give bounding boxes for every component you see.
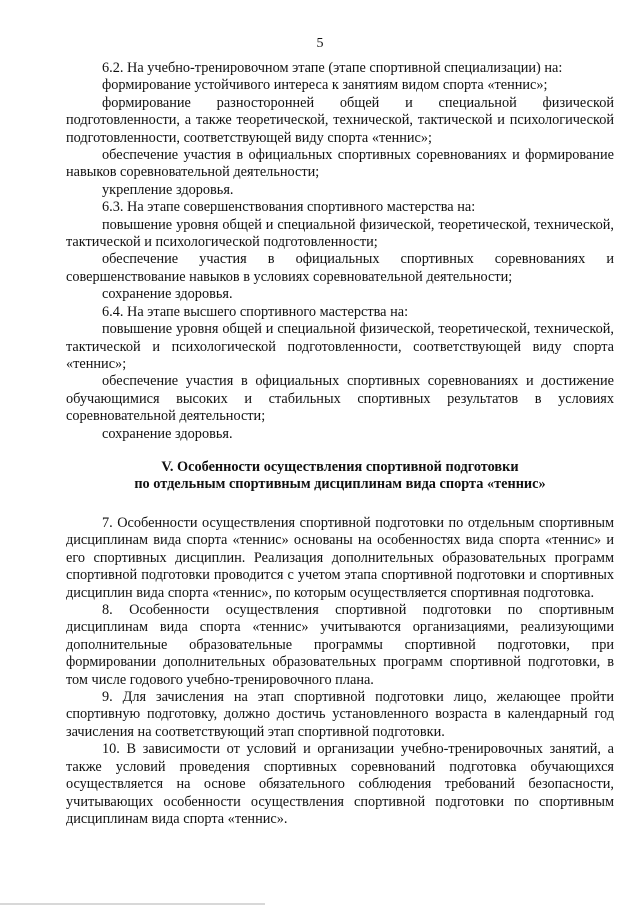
paragraph-9: 9. Для зачисления на этап спортивной подготовки лицо, желающее пройти спортивную подготовку, должно достичь установленного возраста в календарный год зачисления на соответствующий этап спортивной подготовки. [66, 689, 614, 740]
paragraph: формирование устойчивого интереса к занятиям видом спорта «теннис»; [102, 77, 548, 94]
paragraph-6-3: 6.3. На этапе совершенствования спортивного мастерства на: [102, 199, 476, 216]
paragraph: формирование разносторонней общей и специальной физической подготовленности, а также теоретической, технической, тактической и психологической подготовленности, соответствующей виду спорта «теннис»; [66, 94, 614, 146]
paragraph-6-2: 6.2. На учебно-тренировочном этапе (этапе спортивной специализации) на: [102, 60, 563, 76]
paragraph: укрепление здоровья. [102, 181, 234, 198]
paragraph: повышение уровня общей и специальной физической, теоретической, технической, тактической и психологической подготовленности; [66, 216, 614, 251]
paragraph-8: 8. Особенности осуществления спортивной подготовки по спортивным дисциплинам вида спорта «теннис» учитываются организациями, реализующими дополнительные образовательные программы спортивной подготовки, при формировании дополнительных образовательных программ спортивной подготовки, в том числе годового учебно-тренировочного плана. [66, 602, 614, 688]
paragraph: обеспечение участия в официальных спортивных соревнованиях и достижение обучающимися высоких и стабильных спортивных результатов в условиях соревновательной деятельности; [66, 373, 614, 425]
heading-line-1: V. Особенности осуществления спортивной подготовки [161, 459, 519, 475]
paragraph: сохранение здоровья. [102, 286, 233, 303]
paragraph: обеспечение участия в официальных спортивных соревнованиях и формирование навыков соревновательной деятельности; [66, 147, 614, 181]
section-6-continued [66, 60, 614, 443]
page-number: 5 [316, 36, 324, 51]
heading-line-2: по отдельным спортивным дисциплинам вида спорта «теннис» [134, 476, 546, 493]
paragraph-6-4: 6.4. На этапе высшего спортивного мастерства на: [102, 303, 409, 320]
section-5-body [66, 515, 614, 828]
section-heading [66, 459, 614, 494]
paragraph-10: 10. В зависимости от условий и организации учебно-тренировочных занятий, а также условий проведения спортивных соревнований подготовка обучающихся осуществляется на основе обязательного соблюдения требований безопасности, учитывающих особенности осуществления спортивной подготовки по спортивным дисциплинам вида спорта «теннис». [66, 741, 614, 827]
paragraph: повышение уровня общей и специальной физической, теоретической, технической, тактической и психологической подготовленности, соответствующей виду спорта «теннис»; [66, 321, 614, 372]
paragraph-7: 7. Особенности осуществления спортивной подготовки по отдельным спортивным дисциплинам вида спорта «теннис» основаны на особенностях вида спорта «теннис» и его спортивных дисциплин. Реализация дополнительных образовательных программ спортивной подготовки проводится с учетом этапа спортивной подготовки и спортивных дисциплин вида спорта «теннис», по которым осуществляется спортивная подготовка. [66, 515, 614, 601]
paragraph: обеспечение участия в официальных спортивных соревнованиях и совершенствование навыков в условиях соревновательной деятельности; [66, 251, 614, 285]
paragraph: сохранение здоровья. [102, 425, 233, 442]
